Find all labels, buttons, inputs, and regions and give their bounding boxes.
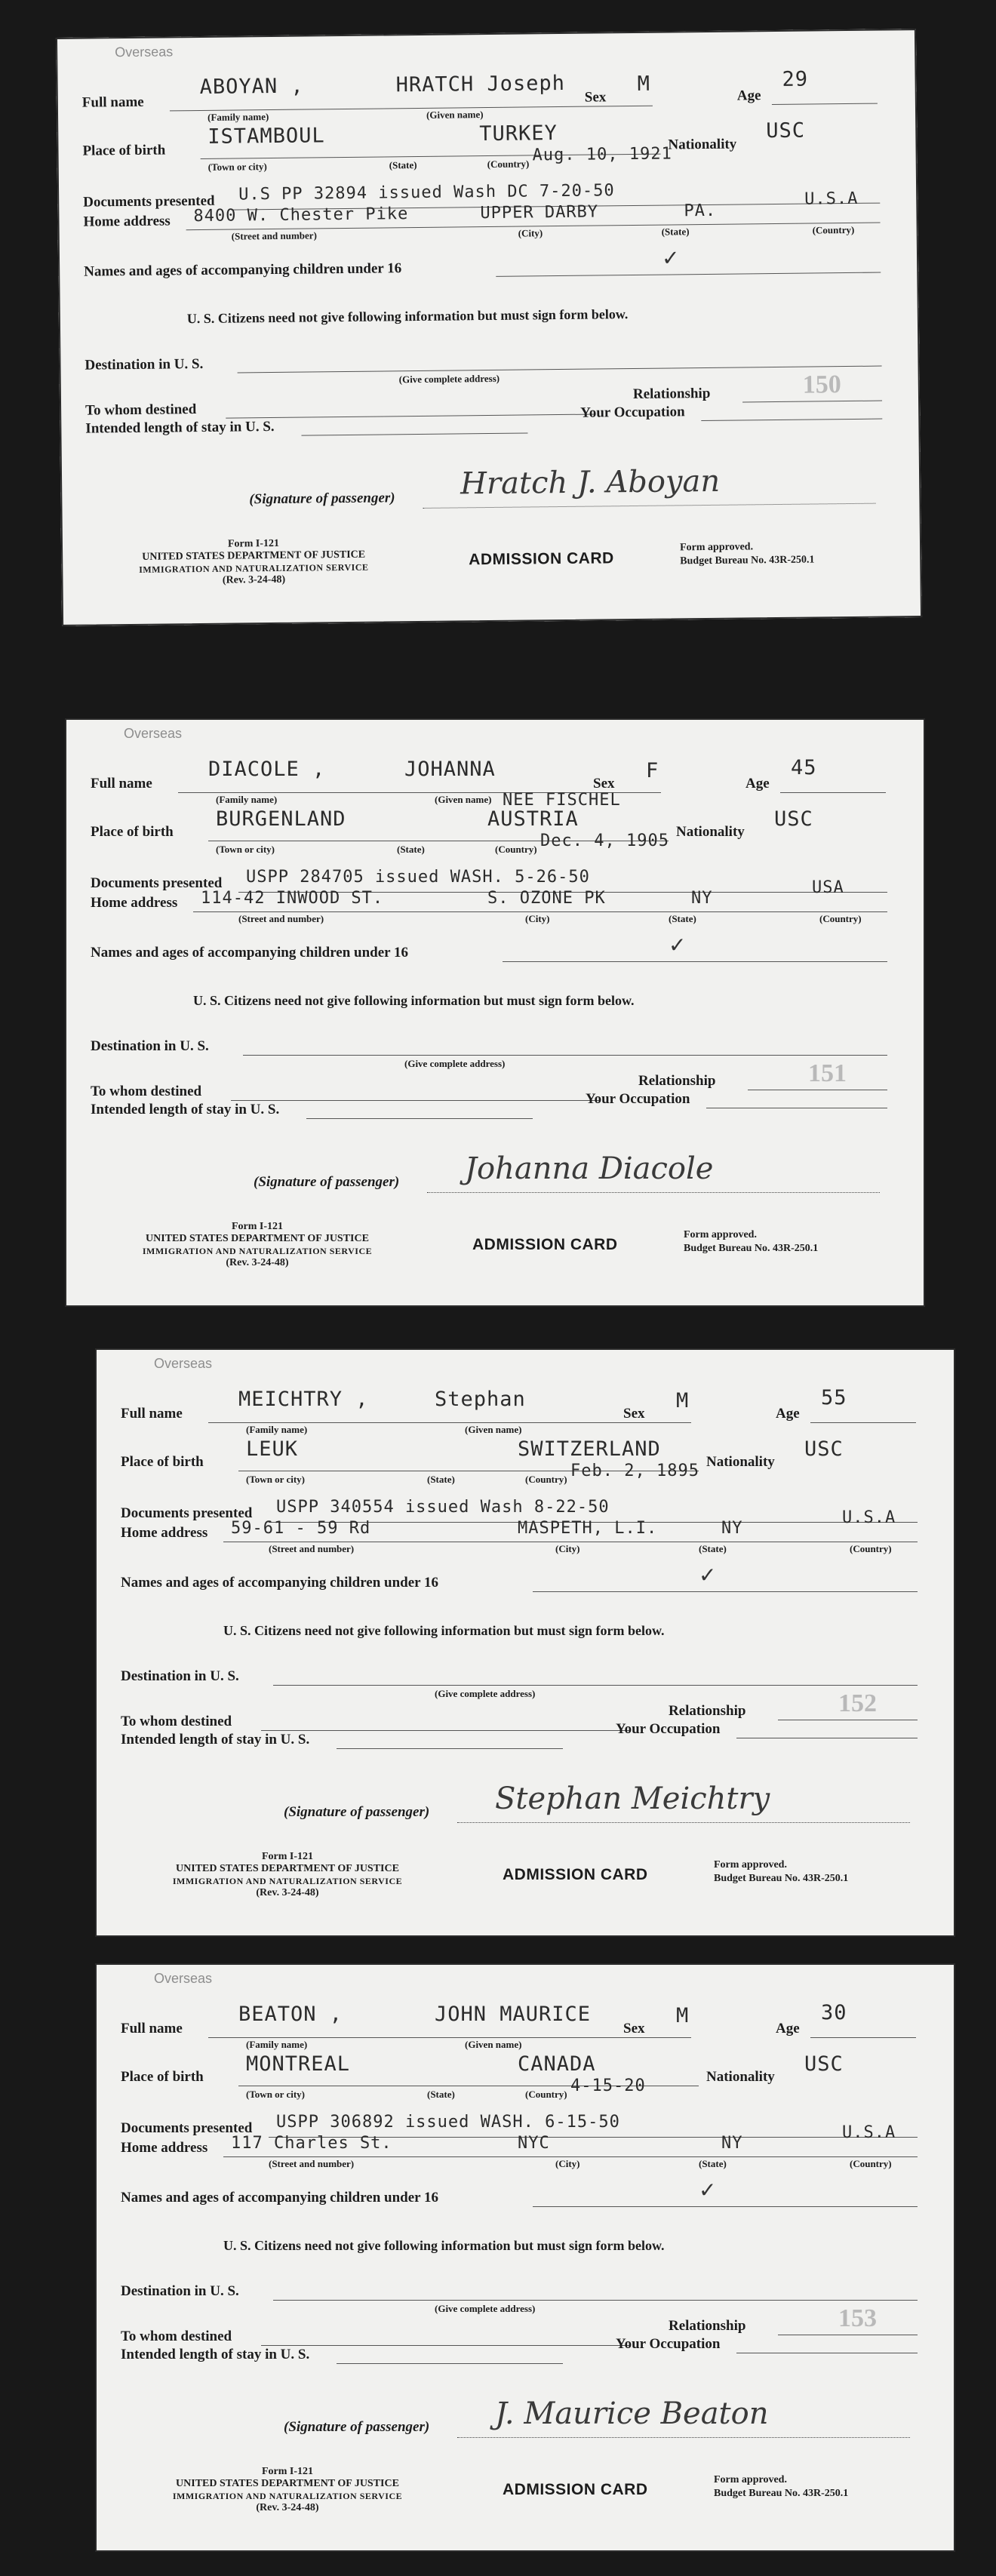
occupation-label: Your Occupation bbox=[580, 404, 685, 421]
sex-value: M bbox=[637, 72, 651, 96]
to-whom-destined-label: To whom destined bbox=[91, 1084, 202, 1099]
relationship-label: Relationship bbox=[638, 1073, 716, 1089]
street-caption: (Street and number) bbox=[231, 229, 317, 242]
home-address-label: Home address bbox=[91, 895, 178, 911]
admission-card bbox=[65, 718, 925, 1307]
card-stamp-number: 150 bbox=[802, 370, 842, 399]
destination-label: Destination in U. S. bbox=[121, 2283, 239, 2299]
age-value: 30 bbox=[821, 2001, 847, 2024]
address-country-caption: (Country) bbox=[850, 2158, 892, 2169]
given-name-caption: (Given name) bbox=[465, 1424, 522, 1435]
form-footer-right bbox=[714, 1858, 848, 1886]
occupation-label: Your Occupation bbox=[586, 1091, 690, 1107]
state-value: NY bbox=[721, 1519, 743, 1538]
address-country-caption: (Country) bbox=[819, 913, 862, 924]
nationality-label: Nationality bbox=[706, 1454, 775, 1470]
form-footer-left bbox=[110, 1851, 465, 1899]
address-country-caption: (Country) bbox=[812, 223, 855, 236]
street-value: 114-42 INWOOD ST. bbox=[201, 889, 384, 908]
birth-country-value: TURKEY bbox=[479, 121, 558, 146]
occupation-label: Your Occupation bbox=[616, 1721, 721, 1737]
sex-value: M bbox=[676, 2004, 690, 2027]
card-stamp-number: 152 bbox=[838, 1689, 877, 1717]
admission-card-title: ADMISSION CARD bbox=[472, 1236, 618, 1253]
documents-value: U.S PP 32894 issued Wash DC 7-20-50 bbox=[238, 181, 615, 204]
documents-value: USPP 284705 issued WASH. 5-26-50 bbox=[246, 868, 590, 887]
city-caption: (City) bbox=[518, 227, 543, 239]
intended-stay-label: Intended length of stay in U. S. bbox=[91, 1102, 280, 1117]
form-number: Form I-121 bbox=[261, 2466, 314, 2477]
children-label: Names and ages of accompanying children under 16 bbox=[84, 260, 402, 280]
form-approved: Form approved. bbox=[714, 1859, 787, 1871]
birth-country-value: AUSTRIA bbox=[487, 807, 579, 831]
admission-card bbox=[95, 1348, 955, 1937]
full-name-label: Full name bbox=[121, 2021, 183, 2037]
street-value: 59-61 - 59 Rd bbox=[231, 1519, 371, 1538]
card-stamp-number: 153 bbox=[838, 2304, 877, 2332]
place-of-birth-label: Place of birth bbox=[91, 824, 174, 840]
citizens-notice: U. S. Citizens need not give following information but must sign form below. bbox=[223, 1623, 665, 1638]
family-name-caption: (Family name) bbox=[246, 1424, 308, 1435]
signature-label: (Signature of passenger) bbox=[249, 490, 395, 508]
city-caption: (City) bbox=[555, 2158, 580, 2169]
address-country-caption: (Country) bbox=[850, 1543, 892, 1554]
state-value: NY bbox=[691, 889, 713, 908]
home-address-label: Home address bbox=[83, 213, 171, 230]
sex-label: Sex bbox=[593, 776, 615, 792]
street-value: 117 Charles St. bbox=[231, 2134, 392, 2153]
nationality-value: USC bbox=[804, 2052, 844, 2076]
citizens-notice: U. S. Citizens need not give following information but must sign form below. bbox=[186, 306, 629, 327]
form-footer-right bbox=[684, 1228, 818, 1256]
checkmark-icon: ✓ bbox=[699, 2178, 717, 2203]
full-name-label: Full name bbox=[91, 776, 152, 792]
place-of-birth-label: Place of birth bbox=[121, 1454, 204, 1470]
address-country-value: U.S.A bbox=[804, 189, 859, 209]
city-value: NYC bbox=[518, 2134, 550, 2153]
given-name-value: JOHANNA bbox=[404, 758, 496, 781]
to-whom-destined-label: To whom destined bbox=[121, 1714, 232, 1729]
admission-card-title: ADMISSION CARD bbox=[469, 549, 614, 569]
budget-bureau-number: Budget Bureau No. 43R-250.1 bbox=[714, 1873, 849, 1884]
country-caption: (Country) bbox=[495, 844, 537, 855]
country-caption: (Country) bbox=[525, 1474, 567, 1485]
given-name-caption: (Given name) bbox=[435, 794, 492, 805]
nationality-label: Nationality bbox=[706, 2069, 775, 2085]
family-name-value: MEICHTRY , bbox=[238, 1388, 369, 1411]
age-value: 55 bbox=[821, 1386, 847, 1409]
birth-date-value: 4-15-20 bbox=[570, 2076, 646, 2095]
citizens-notice: U. S. Citizens need not give following information but must sign form below. bbox=[193, 993, 635, 1008]
town-caption: (Town or city) bbox=[246, 2089, 305, 2100]
given-name-value: JOHN MAURICE bbox=[435, 2003, 592, 2026]
service-name: IMMIGRATION AND NATURALIZATION SERVICE bbox=[172, 2491, 403, 2501]
family-name-caption: (Family name) bbox=[216, 794, 278, 805]
city-value: S. OZONE PK bbox=[487, 889, 606, 908]
documents-label: Documents presented bbox=[121, 2120, 253, 2136]
state-caption: (State) bbox=[427, 2089, 455, 2100]
state-value: NY bbox=[721, 2134, 743, 2153]
family-name-value: BEATON , bbox=[238, 2003, 343, 2026]
nationality-value: USC bbox=[804, 1437, 844, 1461]
checkmark-icon: ✓ bbox=[699, 1563, 717, 1588]
sex-value: F bbox=[646, 759, 659, 782]
place-of-birth-label: Place of birth bbox=[121, 2069, 204, 2085]
nationality-value: USC bbox=[774, 807, 813, 831]
age-value: 29 bbox=[782, 67, 809, 91]
street-caption: (Street and number) bbox=[269, 2158, 355, 2169]
service-name: IMMIGRATION AND NATURALIZATION SERVICE bbox=[142, 1246, 373, 1256]
signature-label: (Signature of passenger) bbox=[284, 1804, 430, 1820]
form-footer-left bbox=[110, 2466, 465, 2514]
overseas-label: Overseas bbox=[124, 726, 183, 741]
destination-label: Destination in U. S. bbox=[121, 1668, 239, 1684]
passenger-signature: J. Maurice Beaton bbox=[495, 2396, 769, 2431]
given-name-caption: (Given name) bbox=[426, 109, 484, 121]
intended-stay-label: Intended length of stay in U. S. bbox=[121, 2347, 310, 2362]
occupation-label: Your Occupation bbox=[616, 2336, 721, 2352]
department-name: UNITED STATES DEPARTMENT OF JUSTICE bbox=[142, 549, 366, 563]
checkmark-icon: ✓ bbox=[669, 933, 687, 958]
birth-town-value: LEUK bbox=[246, 1437, 299, 1461]
destination-label: Destination in U. S. bbox=[85, 355, 204, 373]
relationship-label: Relationship bbox=[669, 2318, 746, 2334]
age-label: Age bbox=[776, 1406, 800, 1422]
form-footer-left bbox=[80, 1221, 435, 1269]
card-stamp-number: 151 bbox=[808, 1059, 847, 1087]
intended-stay-label: Intended length of stay in U. S. bbox=[121, 1732, 310, 1748]
home-address-label: Home address bbox=[121, 2140, 208, 2156]
relationship-label: Relationship bbox=[669, 1703, 746, 1719]
form-number: Form I-121 bbox=[261, 1851, 314, 1862]
documents-label: Documents presented bbox=[121, 1505, 253, 1521]
department-name: UNITED STATES DEPARTMENT OF JUSTICE bbox=[176, 1863, 399, 1874]
service-name: IMMIGRATION AND NATURALIZATION SERVICE bbox=[139, 561, 369, 575]
checkmark-icon: ✓ bbox=[661, 245, 680, 271]
state-caption: (State) bbox=[427, 1474, 455, 1485]
birth-date-value: Dec. 4, 1905 bbox=[540, 832, 669, 850]
family-name-caption: (Family name) bbox=[246, 2039, 308, 2050]
family-name-caption: (Family name) bbox=[207, 111, 269, 123]
birth-country-value: SWITZERLAND bbox=[518, 1437, 661, 1461]
department-name: UNITED STATES DEPARTMENT OF JUSTICE bbox=[146, 1233, 369, 1244]
age-label: Age bbox=[776, 2021, 800, 2037]
admission-card-title: ADMISSION CARD bbox=[503, 1866, 648, 1883]
documents-value: USPP 340554 issued Wash 8-22-50 bbox=[276, 1498, 610, 1517]
citizens-notice: U. S. Citizens need not give following information but must sign form below. bbox=[223, 2238, 665, 2253]
documents-label: Documents presented bbox=[91, 875, 223, 891]
form-revision: (Rev. 3-24-48) bbox=[256, 1887, 319, 1898]
address-country-value: USA bbox=[812, 878, 844, 897]
budget-bureau-number: Budget Bureau No. 43R-250.1 bbox=[714, 2488, 849, 2499]
town-caption: (Town or city) bbox=[246, 1474, 305, 1485]
nationality-value: USC bbox=[766, 118, 806, 143]
sex-value: M bbox=[676, 1389, 690, 1412]
documents-label: Documents presented bbox=[83, 192, 215, 211]
given-name-caption: (Given name) bbox=[465, 2039, 522, 2050]
state-caption: (State) bbox=[397, 844, 425, 855]
birth-town-value: BURGENLAND bbox=[216, 807, 346, 831]
service-name: IMMIGRATION AND NATURALIZATION SERVICE bbox=[172, 1876, 403, 1886]
intended-stay-label: Intended length of stay in U. S. bbox=[85, 418, 275, 437]
form-revision: (Rev. 3-24-48) bbox=[222, 573, 286, 586]
sex-label: Sex bbox=[584, 89, 607, 106]
family-name-value: ABOYAN , bbox=[199, 74, 304, 99]
signature-label: (Signature of passenger) bbox=[284, 2419, 430, 2435]
address-country-value: U.S.A bbox=[842, 1508, 896, 1527]
passenger-signature: Stephan Meichtry bbox=[495, 1781, 770, 1816]
budget-bureau-number: Budget Bureau No. 43R-250.1 bbox=[684, 1243, 819, 1254]
form-number: Form I-121 bbox=[227, 537, 280, 550]
street-caption: (Street and number) bbox=[269, 1543, 355, 1554]
birth-country-value: CANADA bbox=[518, 2052, 596, 2076]
given-name-value: Stephan bbox=[435, 1388, 526, 1411]
city-value: MASPETH, L.I. bbox=[518, 1519, 658, 1538]
form-footer-left bbox=[76, 536, 432, 589]
passenger-signature: Hratch J. Aboyan bbox=[460, 463, 721, 502]
town-caption: (Town or city) bbox=[216, 844, 275, 855]
street-value: 8400 W. Chester Pike bbox=[193, 204, 409, 226]
family-name-value: DIACOLE , bbox=[208, 758, 326, 781]
town-caption: (Town or city) bbox=[208, 161, 267, 173]
age-label: Age bbox=[736, 88, 761, 104]
relationship-label: Relationship bbox=[632, 385, 711, 403]
form-approved: Form approved. bbox=[679, 541, 754, 554]
address-state-caption: (State) bbox=[699, 1543, 727, 1554]
country-caption: (Country) bbox=[525, 2089, 567, 2100]
complete-address-caption: (Give complete address) bbox=[398, 372, 500, 386]
country-caption: (Country) bbox=[487, 158, 530, 171]
form-revision: (Rev. 3-24-48) bbox=[226, 1257, 289, 1268]
maiden-name-value: NEE FISCHEL bbox=[503, 791, 621, 810]
city-caption: (City) bbox=[555, 1543, 580, 1554]
state-value: PA. bbox=[684, 201, 717, 221]
given-name-value: HRATCH Joseph bbox=[395, 71, 566, 97]
state-caption: (State) bbox=[389, 158, 417, 171]
complete-address-caption: (Give complete address) bbox=[435, 1688, 536, 1699]
department-name: UNITED STATES DEPARTMENT OF JUSTICE bbox=[176, 2478, 399, 2489]
address-state-caption: (State) bbox=[669, 913, 696, 924]
to-whom-destined-label: To whom destined bbox=[121, 2329, 232, 2344]
to-whom-destined-label: To whom destined bbox=[85, 401, 197, 419]
birth-date-value: Feb. 2, 1895 bbox=[570, 1462, 699, 1480]
overseas-label: Overseas bbox=[154, 1971, 213, 1986]
passenger-signature: Johanna Diacole bbox=[465, 1151, 714, 1186]
complete-address-caption: (Give complete address) bbox=[404, 1058, 506, 1069]
sex-label: Sex bbox=[623, 1406, 645, 1422]
form-approved: Form approved. bbox=[684, 1229, 757, 1240]
children-label: Names and ages of accompanying children under 16 bbox=[121, 2190, 439, 2206]
admission-card bbox=[95, 1963, 955, 2552]
address-state-caption: (State) bbox=[661, 226, 690, 238]
form-footer-right bbox=[680, 539, 815, 568]
age-label: Age bbox=[745, 776, 770, 792]
overseas-label: Overseas bbox=[154, 1356, 213, 1371]
form-footer-right bbox=[714, 2473, 848, 2501]
children-label: Names and ages of accompanying children under 16 bbox=[91, 945, 409, 961]
form-approved: Form approved. bbox=[714, 2474, 787, 2485]
address-state-caption: (State) bbox=[699, 2158, 727, 2169]
birth-town-value: MONTREAL bbox=[246, 2052, 351, 2076]
nationality-label: Nationality bbox=[676, 824, 745, 840]
birth-town-value: ISTAMBOUL bbox=[208, 124, 325, 149]
sex-label: Sex bbox=[623, 2021, 645, 2037]
age-value: 45 bbox=[791, 756, 817, 779]
home-address-label: Home address bbox=[121, 1525, 208, 1541]
address-country-value: U.S.A bbox=[842, 2123, 896, 2142]
city-value: UPPER DARBY bbox=[480, 202, 599, 223]
full-name-label: Full name bbox=[121, 1406, 183, 1422]
street-caption: (Street and number) bbox=[238, 913, 324, 924]
full-name-label: Full name bbox=[81, 94, 144, 111]
place-of-birth-label: Place of birth bbox=[82, 142, 166, 159]
birth-date-value: Aug. 10, 1921 bbox=[532, 144, 672, 165]
admission-card-title: ADMISSION CARD bbox=[503, 2481, 648, 2498]
overseas-label: Overseas bbox=[115, 44, 174, 60]
city-caption: (City) bbox=[525, 913, 550, 924]
children-label: Names and ages of accompanying children under 16 bbox=[121, 1575, 439, 1591]
signature-label: (Signature of passenger) bbox=[254, 1174, 400, 1190]
destination-label: Destination in U. S. bbox=[91, 1038, 209, 1054]
form-revision: (Rev. 3-24-48) bbox=[256, 2502, 319, 2513]
form-number: Form I-121 bbox=[231, 1221, 284, 1232]
admission-card bbox=[56, 29, 922, 626]
nationality-label: Nationality bbox=[668, 136, 737, 153]
documents-value: USPP 306892 issued WASH. 6-15-50 bbox=[276, 2113, 620, 2132]
complete-address-caption: (Give complete address) bbox=[435, 2303, 536, 2314]
budget-bureau-number: Budget Bureau No. 43R-250.1 bbox=[680, 554, 815, 567]
